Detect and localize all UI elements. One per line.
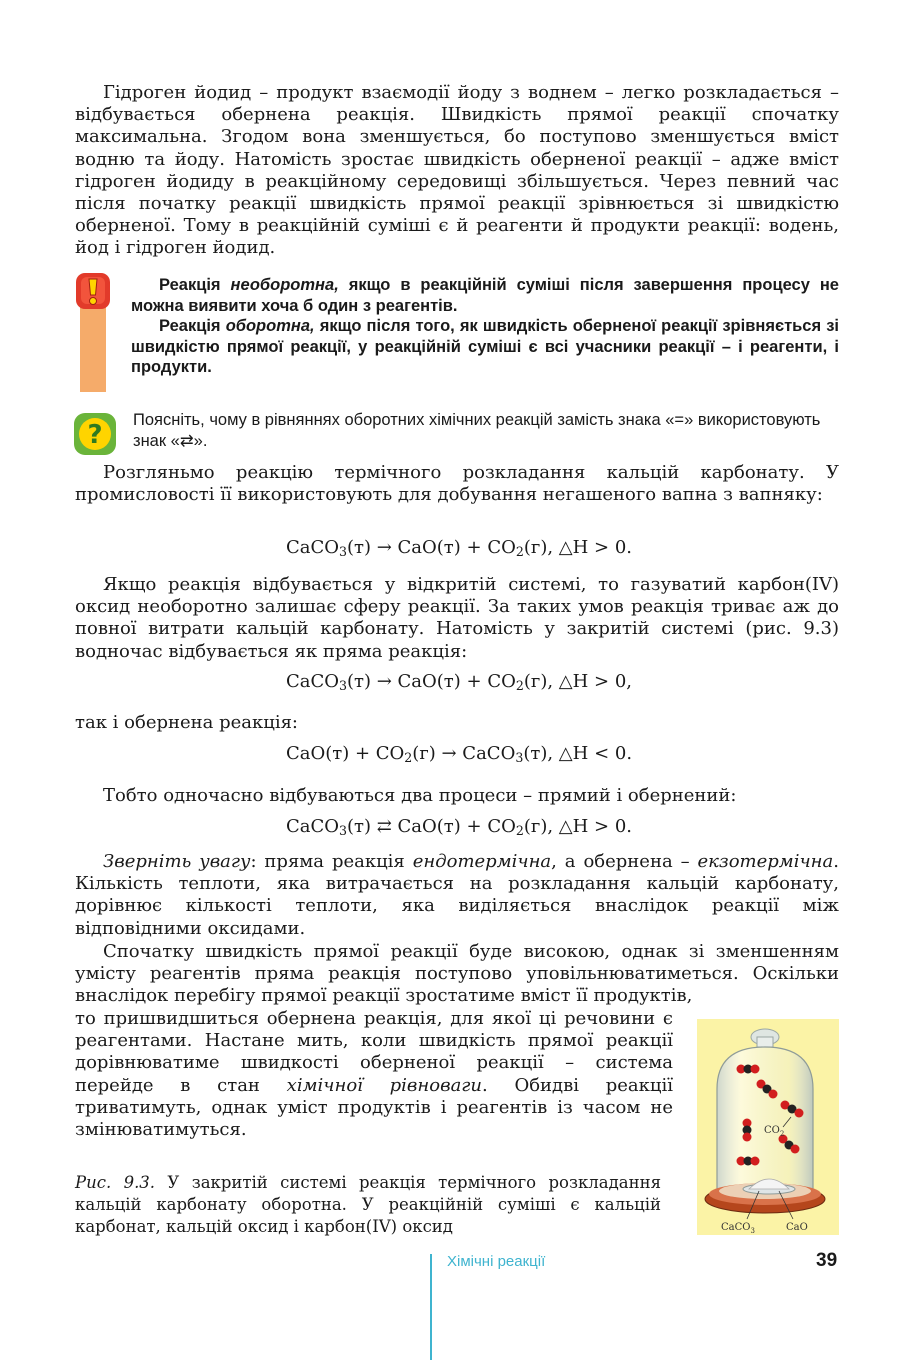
text-span: : пряма реакція (250, 851, 413, 872)
reverse-intro: так і обернена реакція: (75, 712, 298, 733)
calcium-carbonate-paragraph: Розгляньмо реакцію термічного розкладання кальцій карбонату. У промисловості її використовують для добування негашеного вапна з вапняку: (75, 462, 839, 506)
open-system-paragraph: Якщо реакція відбувається у відкритій системі, то газуватий карбон(IV) оксид необоротно залишає сферу реакції. За таких умов реакція триває аж до повної витрати кальцій карбонату. Натомість у закритій системі (рис. 9.3) водночас відбувається як пряма реакція: (75, 574, 839, 662)
rule-text: якщо після того, як швидкість оберненої реакції зрівняється зі швидкістю прямої реакції, у реакційній суміші є всі учасники реакції – і реагенти, і продукти. (131, 317, 839, 376)
caco3-label: CaCO (721, 1222, 751, 1233)
text-span: . Обидві реакції триватимуть, однак уміст продуктів і реагентів із часом не змінюватимуться. (75, 1074, 674, 1141)
figure-caption-text: У закритій системі реакція термічного розкладання кальцій карбонату оборотна. У реакційній суміші є кальцій карбонат, кальцій оксид і карбон(IV) оксид (75, 1173, 661, 1236)
bell-jar-illustration (697, 1019, 839, 1235)
co2-label-sub: 2 (779, 1130, 785, 1138)
equation-forward: CaCO$_3$(т) → $CaO(т) + CO_2(г)$, △H > 0, (285, 671, 633, 694)
rule-text: якщо в реакційній суміші після завершення процесу не можна виявити хоча б один з реагентів. (131, 276, 839, 315)
svg-text:CaCO3 (721, 1222, 755, 1235)
exclamation-icon (75, 272, 111, 310)
attention-paragraph (75, 851, 839, 940)
footer-divider (430, 1254, 432, 1360)
equation-equilibrium: CaCO$_3$(т) ⇄ $CaO(т) + CO_2(г)$, △H > 0. (285, 816, 633, 839)
co2-label: CO (764, 1125, 780, 1136)
equation-decomposition: CaCO$_3$(т) → $CaO(т) + CO_2(г)$, △H > 0. (285, 537, 633, 560)
figure-caption (75, 1172, 661, 1238)
rule-term-irreversible: необоротна, (230, 276, 339, 294)
rule-term-reversible: оборотна, (225, 317, 315, 335)
term-exothermic: екзотермічна (697, 851, 834, 872)
rule-text: Реакція (159, 317, 226, 335)
equation-reverse: $CaO(т) + CO_2(г)$ → CaCO$_3$(т), △H < 0. (285, 743, 633, 766)
definition-box (131, 275, 839, 378)
term-endothermic: ендотермічна (412, 851, 552, 872)
equilibrium-paragraph (75, 1008, 673, 1141)
text-span: , а обернена – (551, 851, 698, 872)
rate-paragraph: Спочатку швидкість прямої реакції буде високою, однак зі зменшенням умісту реагентів пряма реакція поступово уповільнюватиметься. Оскільки внаслідок перебігу прямої реакції зростатиме вміст її продуктів, (75, 941, 839, 1007)
question-icon (73, 412, 117, 456)
question-text: Поясніть, чому в рівняннях оборотних хімічних реакцій замість знака «=» використовують знак «⇄». (133, 411, 821, 450)
term-chemical-equilibrium: хімічної рівноваги (286, 1074, 482, 1096)
section-title: Хімічні реакції (447, 1253, 546, 1270)
caco3-label-sub: 3 (750, 1227, 755, 1235)
figure-bell-jar (697, 1019, 839, 1235)
text-span: то пришвидшиться обернена реакція, для якої ці речовини є реагентами. Настане мить, коли швидкість прямої реакції дорівнюватиме швидкості оберненої реакції – система перейде в стан (75, 1008, 673, 1096)
page-number: 39 (816, 1250, 838, 1271)
figure-caption-label: Рис. 9.3. (75, 1173, 156, 1192)
attention-label: Зверніть увагу (103, 851, 251, 872)
intro-paragraph: Гідроген йодид – продукт взаємодії йоду з воднем – легко розкладається – відбувається обернена реакція. Швидкість прямої реакції спочатку максимальна. Згодом вона зменшується, бо поступово зменшується вміст водню та йоду. Натомість зростає швидкість оберненої реакції – адже вміст гідроген йодиду в реакційному середовищі збільшується. Через певний час після початку реакції швидкість прямої реакції зрівнюється зі швидкістю оберненої. Тому в реакційній суміші є й реагенти й продукти реакції: водень, йод і гідроген йодид. (75, 82, 839, 259)
cao-label: CaO (786, 1222, 808, 1233)
rule-text: Реакція (159, 276, 231, 294)
warning-marker (75, 272, 111, 392)
two-processes-paragraph: Тобто одночасно відбуваються два процеси – прямий і обернений: (103, 785, 737, 806)
text-span: . Кількість теплоти, яка витрачається на розкладання кальцій карбонату, дорівнює кількості теплоти, яка виділяється внаслідок реакції між відповідними оксидами. (75, 851, 839, 939)
svg-text:?: ? (87, 420, 103, 450)
